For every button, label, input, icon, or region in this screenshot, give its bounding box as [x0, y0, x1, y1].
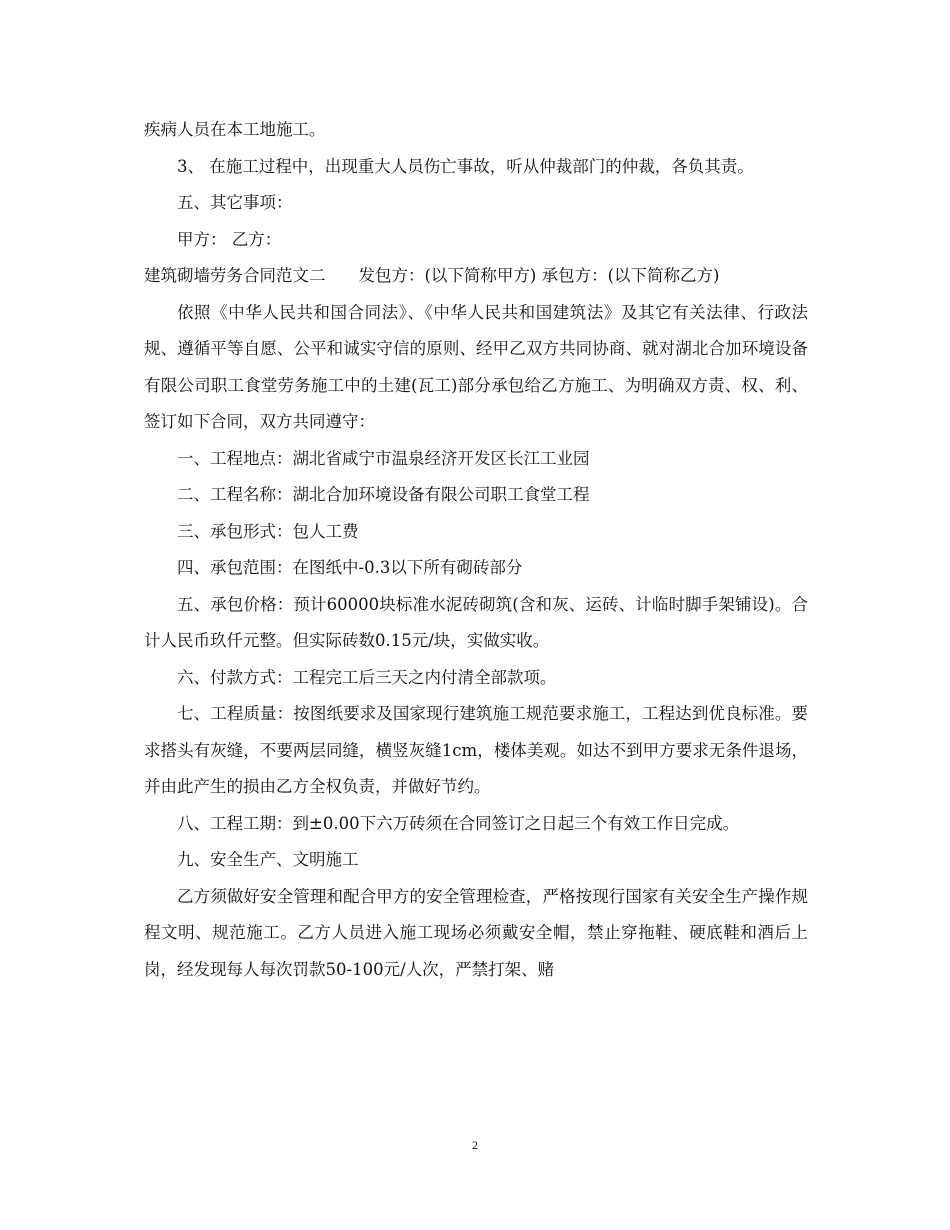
section-heading: 五、其它事项： [177, 193, 293, 212]
document-body [144, 112, 808, 988]
clause-item: 一、工程地点：湖北省咸宁市温泉经济开发区长江工业园 [177, 448, 590, 468]
page-number: 2 [472, 1138, 478, 1152]
signature-line: 甲方： 乙方： [177, 229, 282, 249]
clause-item: 三、承包形式：包人工费 [177, 521, 359, 541]
clause-item: 四、承包范围：在图纸中-0.3以下所有砌砖部分 [177, 558, 523, 577]
paragraph: 乙方须做好安全管理和配合甲方的安全管理检查，严格按现行国家有关安全生产操作规程文明、规范施工。乙方人员进入施工现场必须戴安全帽，禁止穿拖鞋、硬底鞋和酒后上岗，经发现每人每次罚款50-100元/人次，严禁打架、赌 [144, 886, 808, 979]
clause-item: 九、安全生产、文明施工 [177, 850, 359, 869]
contract-title-line: 建筑砌墙劳务合同范文二 发包方：(以下简称甲方) 承包方：(以下简称乙方) [144, 266, 720, 285]
clause-item: 八、工程工期：到±0.00下六万砖须在合同签订之日起三个有效工作日完成。 [177, 813, 740, 833]
paragraph: 疾病人员在本工地施工。 [144, 120, 326, 139]
clause-item: 二、工程名称：湖北合加环境设备有限公司职工食堂工程 [177, 485, 590, 504]
paragraph: 3、 在施工过程中，出现重大人员伤亡事故，听从仲裁部门的仲裁，各负其责。 [177, 156, 754, 176]
clause-item: 六、付款方式：工程完工后三天之内付清全部款项。 [177, 667, 557, 687]
clause-item: 七、工程质量：按图纸要求及国家现行建筑施工规范要求施工，工程达到优良标准。要求搭头有灰缝，不要两层同缝，横竖灰缝1cm，楼体美观。如达不到甲方要求无条件退场，并由此产生的损由乙方全权负责，并做好节约。 [144, 704, 808, 796]
paragraph: 依照《中华人民共和国合同法》、《中华人民共和国建筑法》及其它有关法律、行政法规、遵循平等自愿、公平和诚实守信的原则、经甲乙双方共同协商、就对湖北合加环境设备有限公司职工食堂劳务施工中的土建(瓦工)部分承包给乙方施工、为明确双方责、权、利、签订如下合同，双方共同遵守： [144, 302, 808, 431]
clause-item: 五、承包价格：预计60000块标准水泥砖砌筑(含和灰、运砖、计临时脚手架铺设)。合计人民币玖仟元整。但实际砖数0.15元/块，实做实收。 [144, 594, 808, 650]
